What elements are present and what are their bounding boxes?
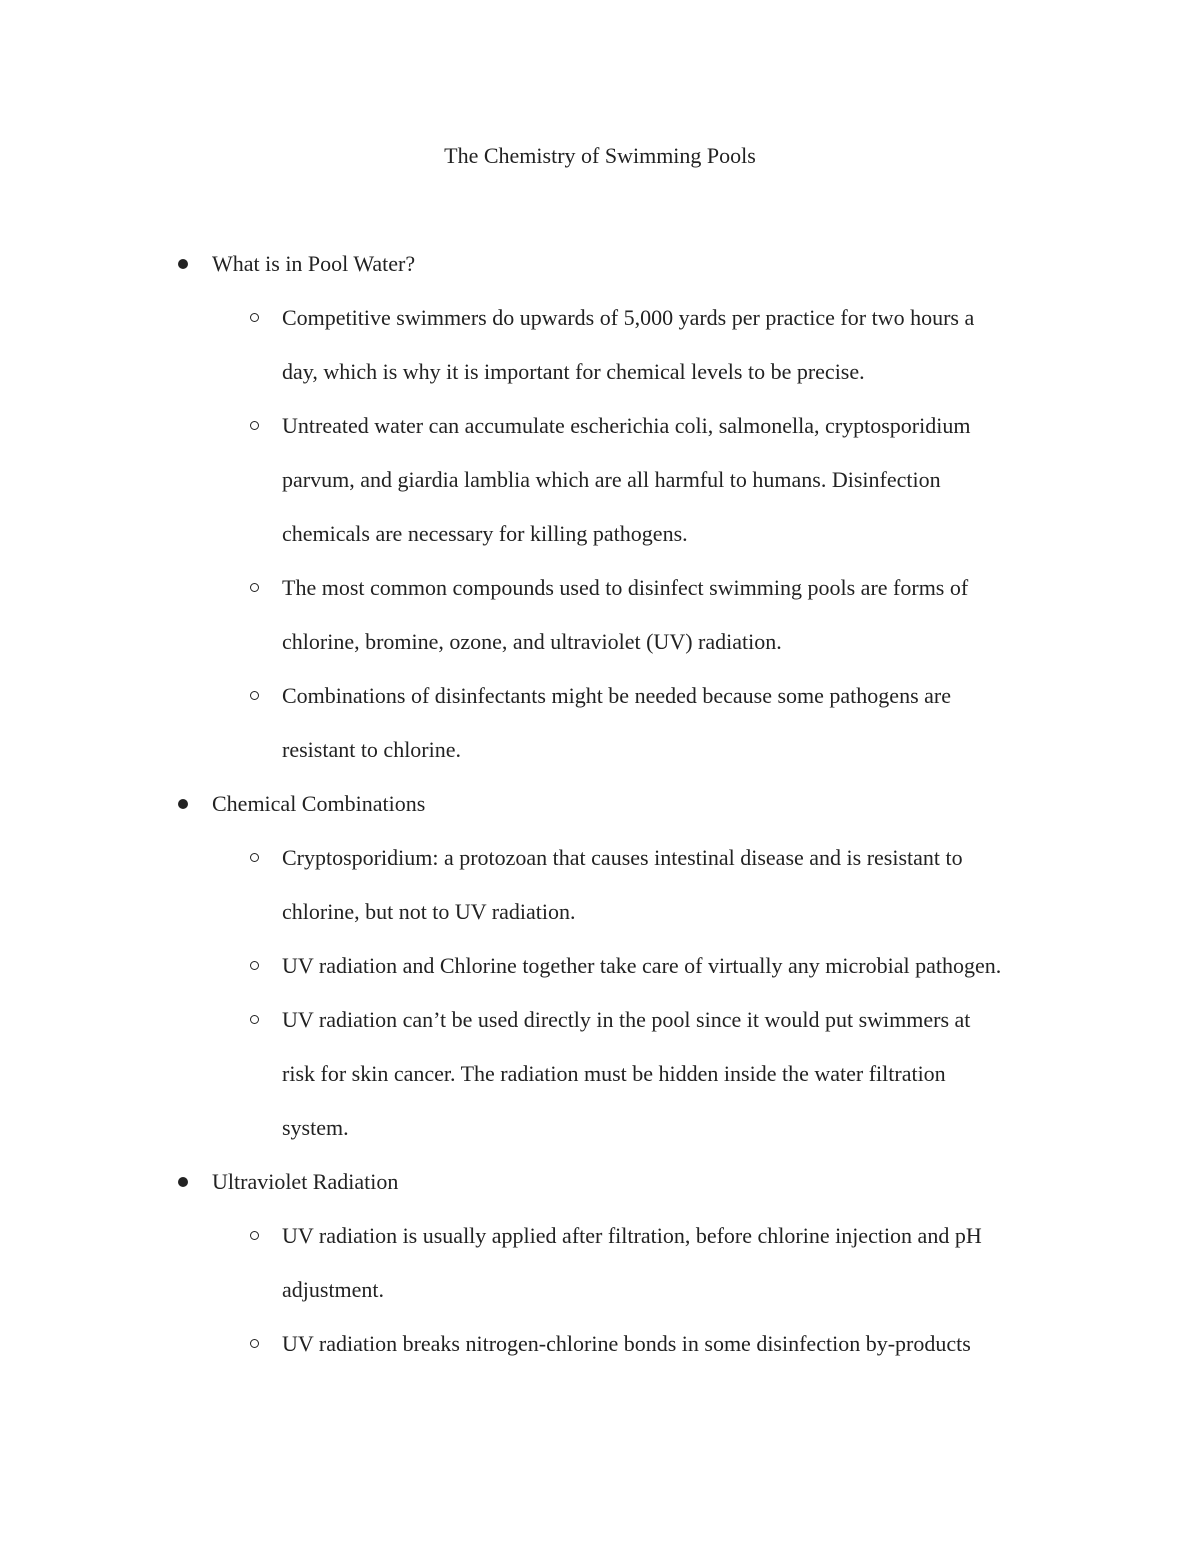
section-heading-row	[0, 788, 1200, 842]
list-item	[0, 410, 1062, 572]
section-heading-row	[0, 248, 1200, 302]
outline-section	[0, 1166, 1200, 1382]
item-text-line: adjustment.	[282, 1277, 385, 1302]
sub-list	[0, 842, 1200, 1166]
item-text-line: UV radiation can’t be used directly in the pool since it would put swimmers at	[282, 1007, 971, 1032]
hollow-bullet-icon	[250, 313, 259, 322]
list-item	[0, 842, 1062, 950]
list-item	[0, 1328, 1062, 1382]
outline-section	[0, 788, 1200, 1166]
list-item	[0, 302, 1062, 410]
item-text-line: UV radiation is usually applied after filtration, before chlorine injection and pH	[282, 1223, 982, 1248]
list-item	[0, 1004, 1062, 1166]
item-text-line: parvum, and giardia lamblia which are all harmful to humans. Disinfection	[282, 467, 941, 492]
document-title: The Chemistry of Swimming Pools	[444, 143, 756, 168]
item-text-line: chemicals are necessary for killing pathogens.	[282, 521, 688, 546]
item-text-line: UV radiation breaks nitrogen-chlorine bonds in some disinfection by-products	[282, 1331, 971, 1356]
list-item	[0, 1220, 1062, 1328]
section-heading-row	[0, 1166, 1200, 1220]
hollow-bullet-icon	[250, 1015, 259, 1024]
item-text-line: chlorine, bromine, ozone, and ultraviolet (UV) radiation.	[282, 629, 782, 654]
filled-bullet-icon	[178, 1177, 188, 1187]
section-heading: Chemical Combinations	[212, 791, 426, 816]
item-text-line: day, which is why it is important for chemical levels to be precise.	[282, 359, 865, 384]
hollow-bullet-icon	[250, 961, 259, 970]
list-item	[0, 680, 1062, 788]
item-text-line: Untreated water can accumulate escherichia coli, salmonella, cryptosporidium	[282, 413, 971, 438]
hollow-bullet-icon	[250, 691, 259, 700]
sub-list	[0, 1220, 1200, 1382]
hollow-bullet-icon	[250, 1231, 259, 1240]
item-text-line: The most common compounds used to disinfect swimming pools are forms of	[282, 575, 969, 600]
outline-section	[0, 248, 1200, 788]
list-item	[0, 950, 1062, 1004]
filled-bullet-icon	[178, 259, 188, 269]
filled-bullet-icon	[178, 799, 188, 809]
hollow-bullet-icon	[250, 853, 259, 862]
hollow-bullet-icon	[250, 421, 259, 430]
hollow-bullet-icon	[250, 1339, 259, 1348]
item-text-line: UV radiation and Chlorine together take care of virtually any microbial pathogen.	[282, 953, 1002, 978]
section-heading: Ultraviolet Radiation	[212, 1169, 399, 1194]
item-text-line: chlorine, but not to UV radiation.	[282, 899, 576, 924]
item-text-line: Competitive swimmers do upwards of 5,000 yards per practice for two hours a	[282, 305, 975, 330]
sub-list	[0, 302, 1200, 788]
item-text-line: Cryptosporidium: a protozoan that causes intestinal disease and is resistant to	[282, 845, 963, 870]
outline-list	[0, 248, 1200, 1382]
item-text-line: risk for skin cancer. The radiation must be hidden inside the water filtration	[282, 1061, 946, 1086]
list-item	[0, 572, 1062, 680]
item-text-line: Combinations of disinfectants might be needed because some pathogens are	[282, 683, 951, 708]
item-text-line: resistant to chlorine.	[282, 737, 462, 762]
section-heading: What is in Pool Water?	[212, 251, 416, 276]
hollow-bullet-icon	[250, 583, 259, 592]
item-text-line: system.	[282, 1115, 349, 1140]
